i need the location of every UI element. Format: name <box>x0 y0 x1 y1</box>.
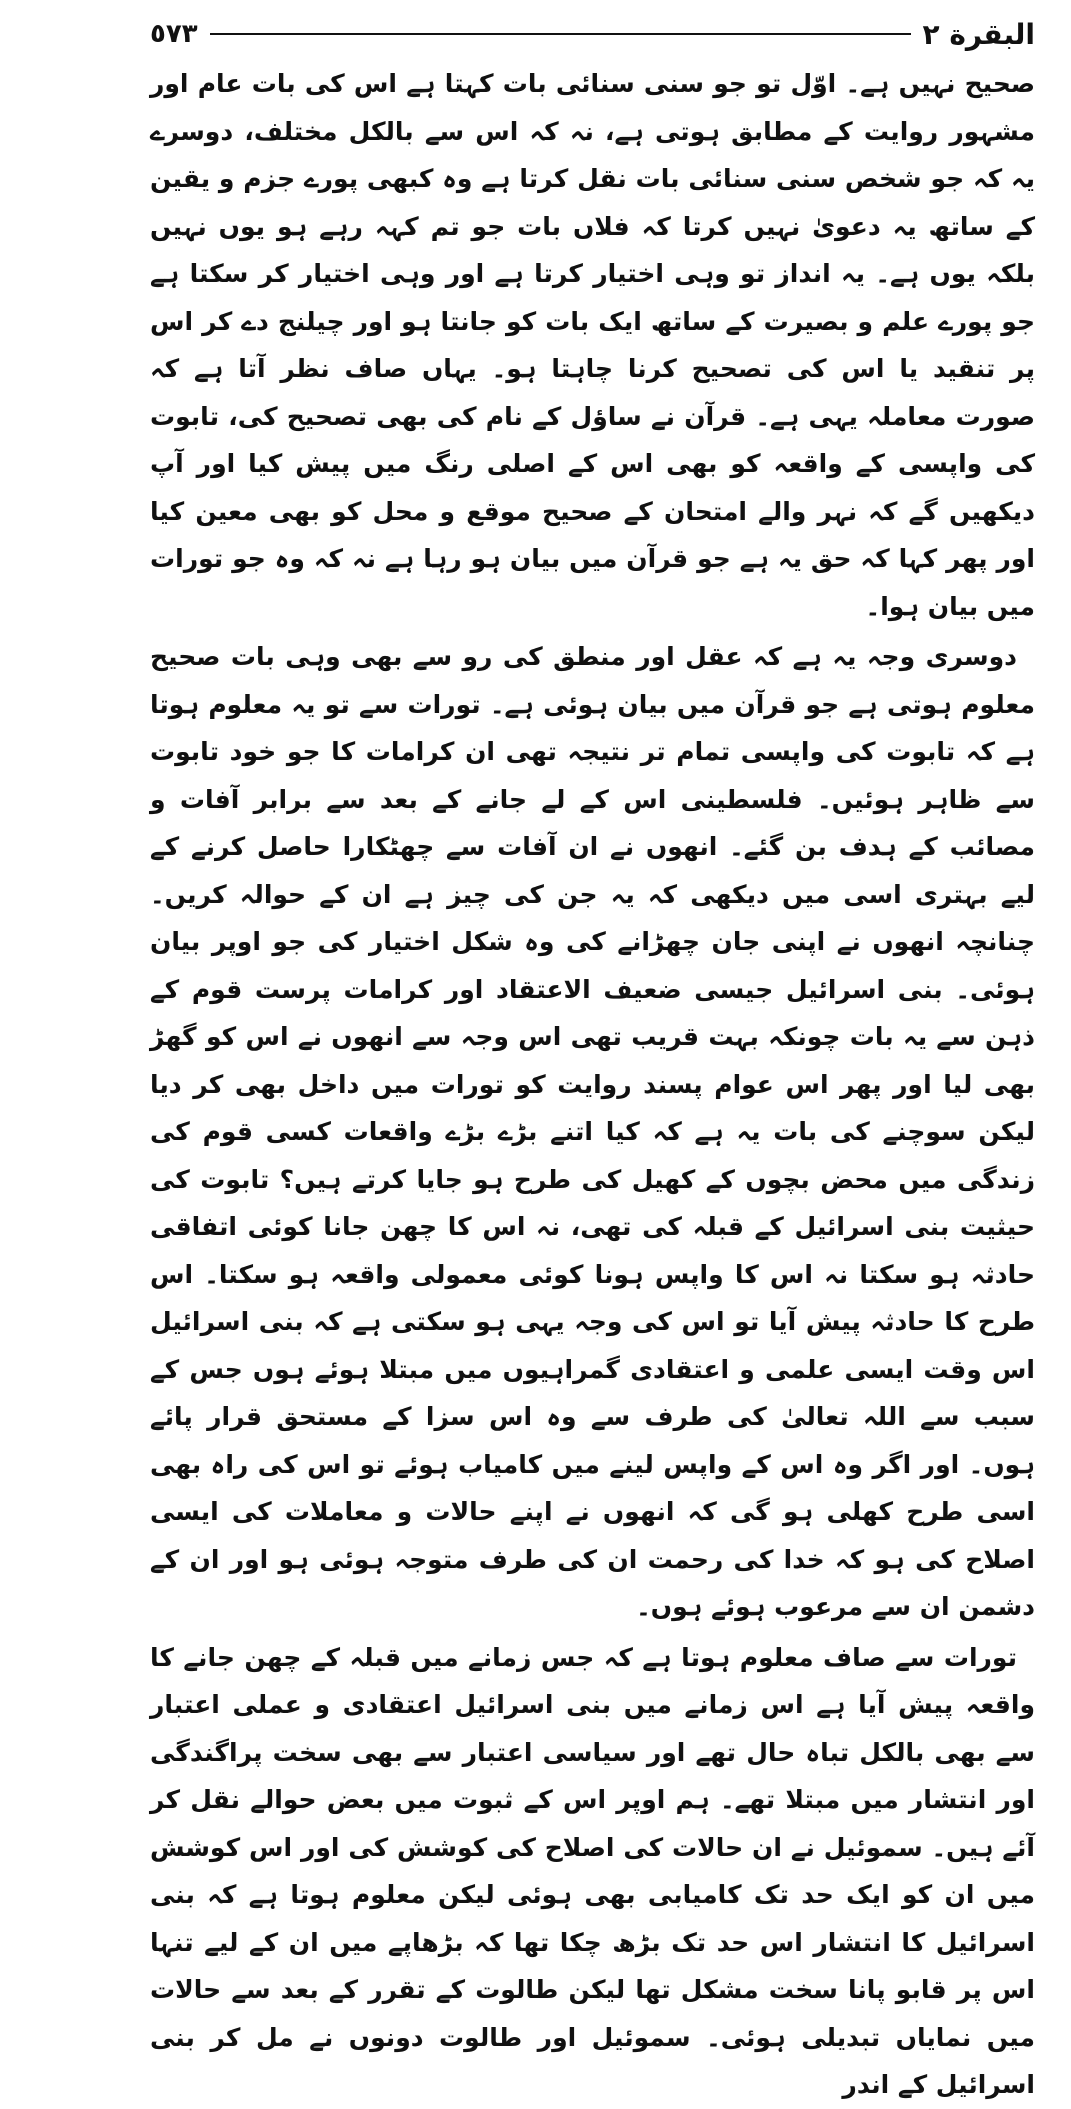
page-number: ٥٧٣ <box>150 19 198 49</box>
paragraph-2: دوسری وجہ یہ ہے کہ عقل اور منطق کی رو سے بھی وہی بات صحیح معلوم ہوتی ہے جو قرآن میں بیان ہوئی ہے۔ تورات سے تو یہ معلوم ہوتا ہے کہ تابوت کی واپسی تمام تر نتیجہ تھی ان کرامات کا جو خود تابوت سے ظاہر ہوئیں۔ فلسطینی اس کے لے جانے کے بعد سے برابر آفات و مصائب کے ہدف بن گئے۔ انھوں نے ان آفات سے چھٹکارا حاصل کرنے کے لیے بہتری اسی میں دیکھی کہ یہ جن کی چیز ہے ان کے حوالہ کریں۔ چنانچہ انھوں نے اپنی جان چھڑانے کی وہ شکل اختیار کی جو اوپر بیان ہوئی۔ بنی اسرائیل جیسی ضعیف الاعتقاد اور کرامات پرست قوم کے ذہن سے یہ بات چونکہ بہت قریب تھی اس وجہ سے انھوں نے اس کو گھڑ بھی لیا اور پھر اس عوام پسند روایت کو تورات میں داخل بھی کر دیا لیکن سوچنے کی بات یہ ہے کہ کیا اتنے بڑے بڑے واقعات کسی قوم کی زندگی میں محض بچوں کے کھیل کی طرح ہو جایا کرتے ہیں؟ تابوت کی حیثیت بنی اسرائیل کے قبلہ کی تھی، نہ اس کا چھن جانا کوئی اتفاقی حادثہ ہو سکتا نہ اس کا واپس ہونا کوئی معمولی واقعہ ہو سکتا۔ اس طرح کا حادثہ پیش آیا تو اس کی وجہ یہی ہو سکتی ہے کہ بنی اسرائیل اس وقت ایسی علمی و اعتقادی گمراہیوں میں مبتلا ہوئے ہوں جس کے سبب سے اللہ تعالیٰ کی طرف سے وہ اس سزا کے مستحق قرار پائے ہوں۔ اور اگر وہ اس کے واپس لینے میں کامیاب ہوئے تو اس کی راہ بھی اسی طرح کھلی ہو گی کہ انھوں نے اپنے حالات و معاملات کی ایسی اصلاح کی ہو کہ خدا کی رحمت ان کی طرف متوجہ ہوئی ہو اور ان کے دشمن ان سے مرعوب ہوئے ہوں۔ <box>150 642 1035 1621</box>
header-rule <box>210 33 911 35</box>
page-header <box>150 14 1035 54</box>
body-text <box>150 60 1035 2109</box>
surah-title: البقرة ٢ <box>922 17 1035 51</box>
paragraph-1: صحیح نہیں ہے۔ اوّل تو جو سنی سنائی بات کہتا ہے اس کی بات عام اور مشہور روایت کے مطابق ہوتی ہے، نہ کہ اس سے بالکل مختلف، دوسرے یہ کہ جو شخص سنی سنائی بات نقل کرتا ہے وہ کبھی پورے جزم و یقین کے ساتھ یہ دعویٰ نہیں کرتا کہ فلاں بات جو تم کہہ رہے ہو یوں نہیں بلکہ یوں ہے۔ یہ انداز تو وہی اختیار کرتا ہے اور وہی اختیار کر سکتا ہے جو پورے علم و بصیرت کے ساتھ ایک بات کو جانتا ہو اور چیلنج دے کر اس پر تنقید یا اس کی تصحیح کرنا چاہتا ہو۔ یہاں صاف نظر آتا ہے کہ صورت معاملہ یہی ہے۔ قرآن نے ساؤل کے نام کی بھی تصحیح کی، تابوت کی واپسی کے واقعہ کو بھی اس کے اصلی رنگ میں پیش کیا اور آپ دیکھیں گے کہ نہر والے امتحان کے صحیح موقع و محل کو بھی معین کیا اور پھر کہا کہ حق یہ ہے جو قرآن میں بیان ہو رہا ہے نہ کہ وہ جو تورات میں بیان ہوا۔ <box>150 69 1035 621</box>
paragraph-3: تورات سے صاف معلوم ہوتا ہے کہ جس زمانے میں قبلہ کے چھن جانے کا واقعہ پیش آیا ہے اس زمانے میں بنی اسرائیل اعتقادی و عملی اعتبار سے بھی بالکل تباہ حال تھے اور سیاسی اعتبار سے بھی سخت پراگندگی اور انتشار میں مبتلا تھے۔ ہم اوپر اس کے ثبوت میں بعض حوالے نقل کر آئے ہیں۔ سموئیل نے ان حالات کی اصلاح کی کوشش کی اور اس کوشش میں ان کو ایک حد تک کامیابی بھی ہوئی لیکن معلوم ہوتا ہے کہ بنی اسرائیل کا انتشار اس حد تک بڑھ چکا تھا کہ بڑھاپے میں ان کے لیے تنہا اس پر قابو پانا سخت مشکل تھا لیکن طالوت کے تقرر کے بعد سے حالات میں نمایاں تبدیلی ہوئی۔ سموئیل اور طالوت دونوں نے مل کر بنی اسرائیل کے اندر <box>150 1642 1035 2099</box>
